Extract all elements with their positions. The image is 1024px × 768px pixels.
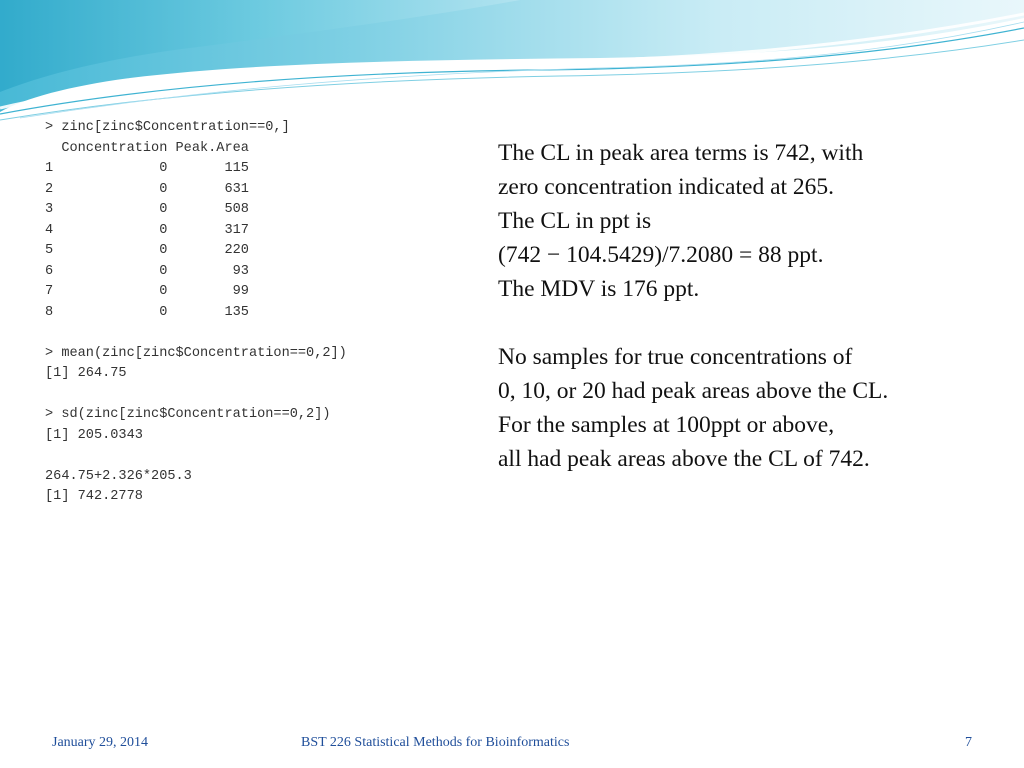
code-line: > zinc[zinc$Concentration==0,] (45, 120, 290, 135)
code-line: 6 0 93 (45, 263, 249, 279)
text-line: all had peak areas above the CL of 742. (498, 446, 870, 472)
text-line: The CL in peak area terms is 742, with (498, 140, 864, 166)
code-line: [1] 205.0343 (45, 427, 143, 443)
code-line: 7 0 99 (45, 284, 249, 299)
text-line: No samples for true concentrations of (498, 344, 853, 370)
code-line: 2 0 631 (45, 181, 249, 197)
footer-title: BST 226 Statistical Methods for Bioinformatics (301, 735, 570, 750)
header-wave-decoration (0, 0, 1024, 130)
text-line: 0, 10, or 20 had peak areas above the CL. (498, 378, 889, 404)
text-line: zero concentration indicated at 265. (498, 174, 835, 200)
code-line: Concentration Peak.Area (45, 140, 249, 156)
code-line: 3 0 508 (45, 202, 249, 217)
footer-date: January 29, 2014 (52, 735, 149, 750)
code-line: 5 0 220 (45, 243, 249, 258)
text-line: The MDV is 176 ppt. (498, 276, 700, 302)
code-line: [1] 742.2778 (45, 489, 143, 504)
text-line: (742 − 104.5429)/7.2080 = 88 ppt. (498, 242, 824, 268)
text-line: The CL in ppt is (498, 208, 652, 234)
code-line (45, 446, 347, 467)
explanation-text (498, 136, 888, 476)
code-line (45, 323, 347, 344)
code-line (45, 385, 347, 406)
code-line: > mean(zinc[zinc$Concentration==0,2]) (45, 345, 347, 361)
code-line: 8 0 135 (45, 304, 249, 320)
text-line: For the samples at 100ppt or above, (498, 412, 835, 438)
code-line: 4 0 317 (45, 222, 249, 238)
text-line (498, 306, 888, 340)
code-line: > sd(zinc[zinc$Concentration==0,2]) (45, 407, 331, 422)
r-console-output (45, 118, 347, 508)
slide-number: 7 (965, 735, 972, 750)
code-line: [1] 264.75 (45, 366, 127, 381)
code-line: 1 0 115 (45, 161, 249, 176)
code-line: 264.75+2.326*205.3 (45, 468, 192, 484)
